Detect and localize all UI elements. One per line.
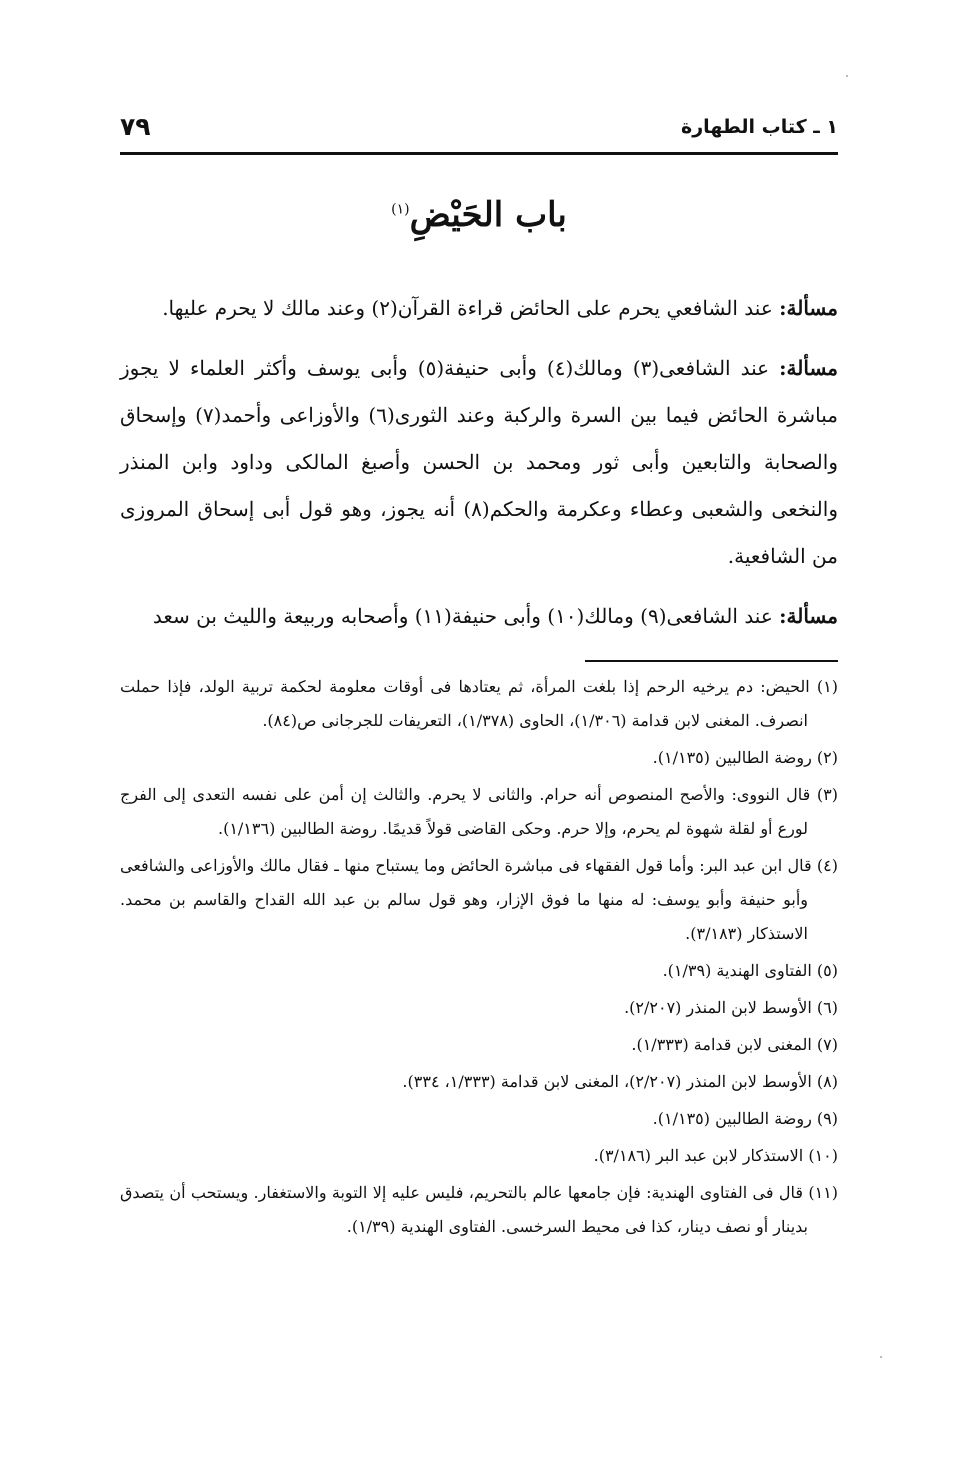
footnote-8: (٨) الأوسط لابن المنذر (٢/٢٠٧)، المغنى لابن قدامة (١/٣٣٣، ٣٣٤). bbox=[402, 1072, 838, 1091]
footnote-5: (٥) الفتاوى الهندية (١/٣٩). bbox=[662, 961, 838, 980]
footnotes bbox=[120, 670, 838, 1247]
footnote-2: (٢) روضة الطالبين (١/١٣٥). bbox=[652, 748, 838, 767]
footnote-separator bbox=[585, 660, 838, 662]
chapter-title: ١ ـ كتاب الطهارة bbox=[681, 116, 838, 138]
footnote-1: (١) الحيض: دم يرخيه الرحم إذا بلغت المرأة، ثم يعتادها فى أوقات معلومة لحكمة تربية الولد، فإذا حملت انصرف. المغنى لابن قدامة (١/٣٠٦)، الحاوى (١/٣٧٨)، التعريفات للجرجانى ص(٨٤). bbox=[120, 677, 838, 730]
section-title-text: باب الحَيْضِ bbox=[409, 195, 567, 235]
footnote-7: (٧) المغنى لابن قدامة (١/٣٣٣). bbox=[631, 1035, 838, 1054]
footnote-11: (١١) قال فى الفتاوى الهندية: فإن جامعها عالم بالتحريم، فليس عليه إلا التوبة والاستغفار. ويستحب أن يتصدق بدينار أو نصف دينار، كذا فى محيط السرخسى. الفتاوى الهندية (١/٣٩). bbox=[120, 1183, 838, 1236]
paragraph-lead: مسألة: bbox=[779, 604, 838, 628]
section-title-ref: (١) bbox=[391, 201, 410, 218]
paragraph-lead: مسألة: bbox=[779, 296, 838, 320]
scan-speck bbox=[880, 1356, 882, 1358]
footnote-10: (١٠) الاستذكار لابن عبد البر (٣/١٨٦). bbox=[593, 1146, 838, 1165]
paragraph-body: عند الشافعى(٣) ومالك(٤) وأبى حنيفة(٥) وأبى يوسف وأكثر العلماء لا يجوز مباشرة الحائض فيما بين السرة والركبة وعند الثورى(٦) والأوزاعى وأحمد(٧) وإسحاق والصحابة والتابعين وأبى ثور ومحمد بن الحسن وأصبغ المالكى وداود وابن المنذر والنخعى والشعبى وعطاء وعكرمة والحكم(٨) أنه يجوز، وهو قول أبى إسحاق المروزى من الشافعية. bbox=[120, 356, 838, 568]
paragraph-body: عند الشافعى(٩) ومالك(١٠) وأبى حنيفة(١١) وأصحابه وربيعة والليث بن سعد bbox=[152, 604, 780, 628]
running-header bbox=[120, 110, 838, 155]
footnote-3: (٣) قال النووى: والأصح المنصوص أنه حرام. والثانى لا يحرم. والثالث إن أمن على نفسه التعدى إلى الفرج لورع أو لقلة شهوة لم يحرم، وإلا حرم. وحكى القاضى قولاً قديمًا. روضة الطالبين (١/١٣٦). bbox=[120, 785, 839, 838]
section-title bbox=[120, 195, 838, 235]
footnote-9: (٩) روضة الطالبين (١/١٣٥). bbox=[652, 1109, 838, 1128]
footnote-4: (٤) قال ابن عبد البر: وأما قول الفقهاء فى مباشرة الحائض وما يستباح منها ـ فقال مالك والأوزاعى والشافعى وأبو حنيفة وأبو يوسف: له منها ما فوق الإزار، وهو قول سالم بن عبد الله القداح والقاسم بن محمد. الاستذكار (٣/١٨٣). bbox=[120, 856, 838, 943]
scan-speck bbox=[846, 75, 848, 77]
paragraph-lead: مسألة: bbox=[779, 356, 839, 380]
main-text bbox=[120, 285, 838, 653]
paragraph-body: عند الشافعي يحرم على الحائض قراءة القرآن(٢) وعند مالك لا يحرم عليها. bbox=[162, 296, 780, 320]
paragraph-1 bbox=[120, 285, 838, 332]
page-number: ٧٩ bbox=[120, 112, 151, 141]
footnote-6: (٦) الأوسط لابن المنذر (٢/٢٠٧). bbox=[624, 998, 838, 1017]
paragraph-3 bbox=[120, 593, 838, 640]
paragraph-2 bbox=[120, 345, 838, 580]
